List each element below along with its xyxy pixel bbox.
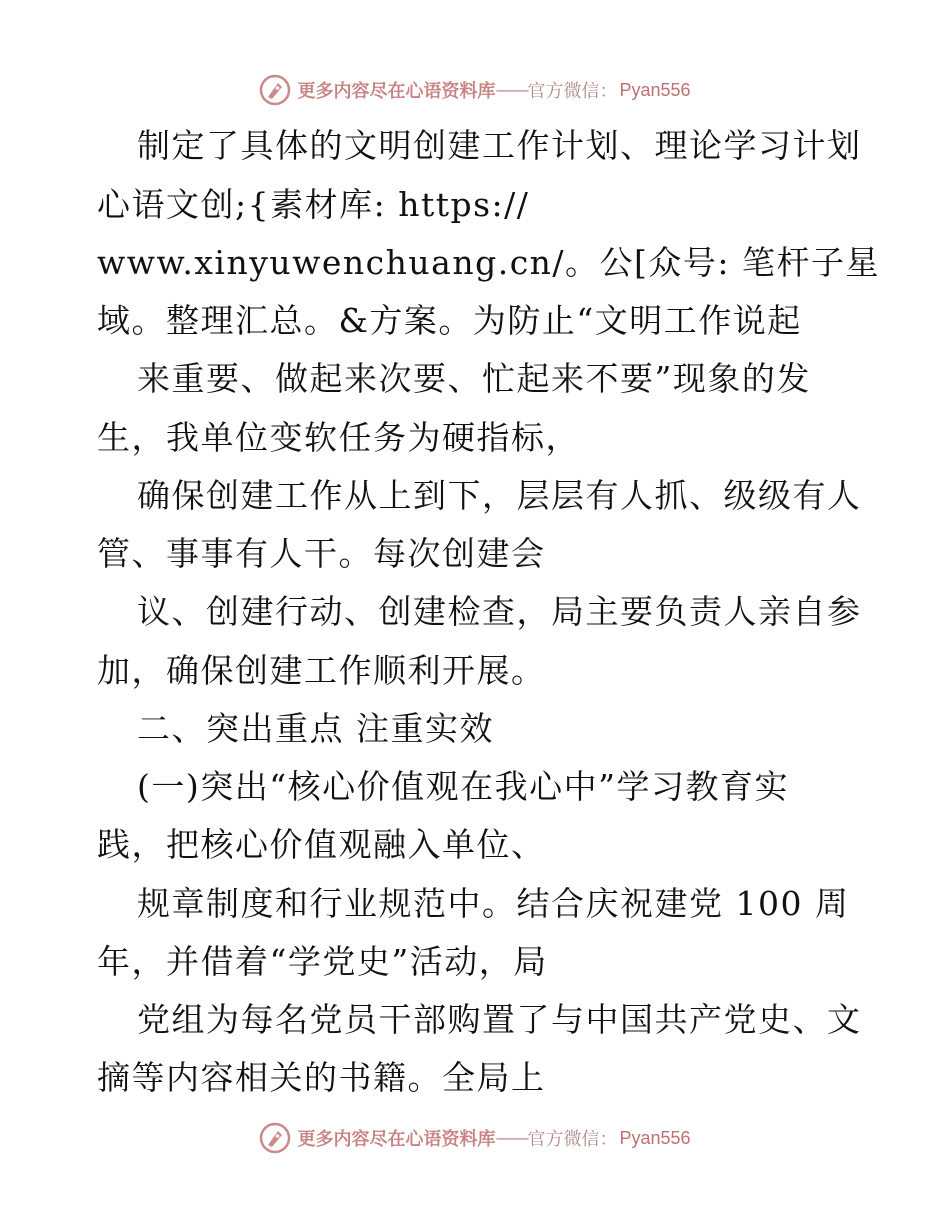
body-line-15: 年，并借着“学党史”活动，局 [97,942,548,981]
footer-watermark [0,1118,950,1158]
pen-nib-logo-icon [259,1122,291,1154]
watermark-wechat-id: Pyan556 [619,79,691,100]
watermark-label: 官方微信： [527,1129,618,1150]
body-line-8: 管、事事有人干。每次创建会 [97,534,546,573]
watermark-main-text: 更多内容尽在心语资料库 [297,1129,496,1150]
watermark-dash: —— [495,79,528,101]
body-line-14: 规章制度和行业规范中。结合庆祝建党 100 周 [137,884,850,923]
watermark-dash: —— [495,1127,528,1149]
body-line-13: 践，把核心价值观融入单位、 [97,825,546,864]
body-line-1: 制定了具体的文明创建工作计划、理论学习计划 [137,126,862,165]
body-line-2: 心语文创;{素材库: https:// [97,185,530,224]
body-line-3: www.xinyuwenchuang.cn/。公[众号: 笔杆子星 [97,243,881,282]
body-line-17: 摘等内容相关的书籍。全局上 [97,1058,546,1097]
body-line-9: 议、创建行动、创建检查，局主要负责人亲自参 [137,592,862,631]
body-line-7: 确保创建工作从上到下，层层有人抓、级级有人 [137,476,862,515]
body-line-6: 生，我单位变软任务为硬指标， [97,418,580,457]
watermark-main-text: 更多内容尽在心语资料库 [297,81,496,102]
body-line-4: 域。整理汇总。&方案。为防止“文明工作说起 [97,301,802,340]
body-line-16: 党组为每名党员干部购置了与中国共产党史、文 [137,1000,862,1039]
body-line-10: 加，确保创建工作顺利开展。 [97,651,546,690]
section-heading: 二、突出重点 注重实效 [137,709,494,748]
body-line-5: 来重要、做起来次要、忙起来不要”现象的发 [137,359,811,398]
body-line-12: (一)突出“核心价值观在我心中”学习教育实 [137,767,789,806]
watermark-wechat-id: Pyan556 [619,1127,691,1148]
watermark-label: 官方微信： [527,81,618,102]
